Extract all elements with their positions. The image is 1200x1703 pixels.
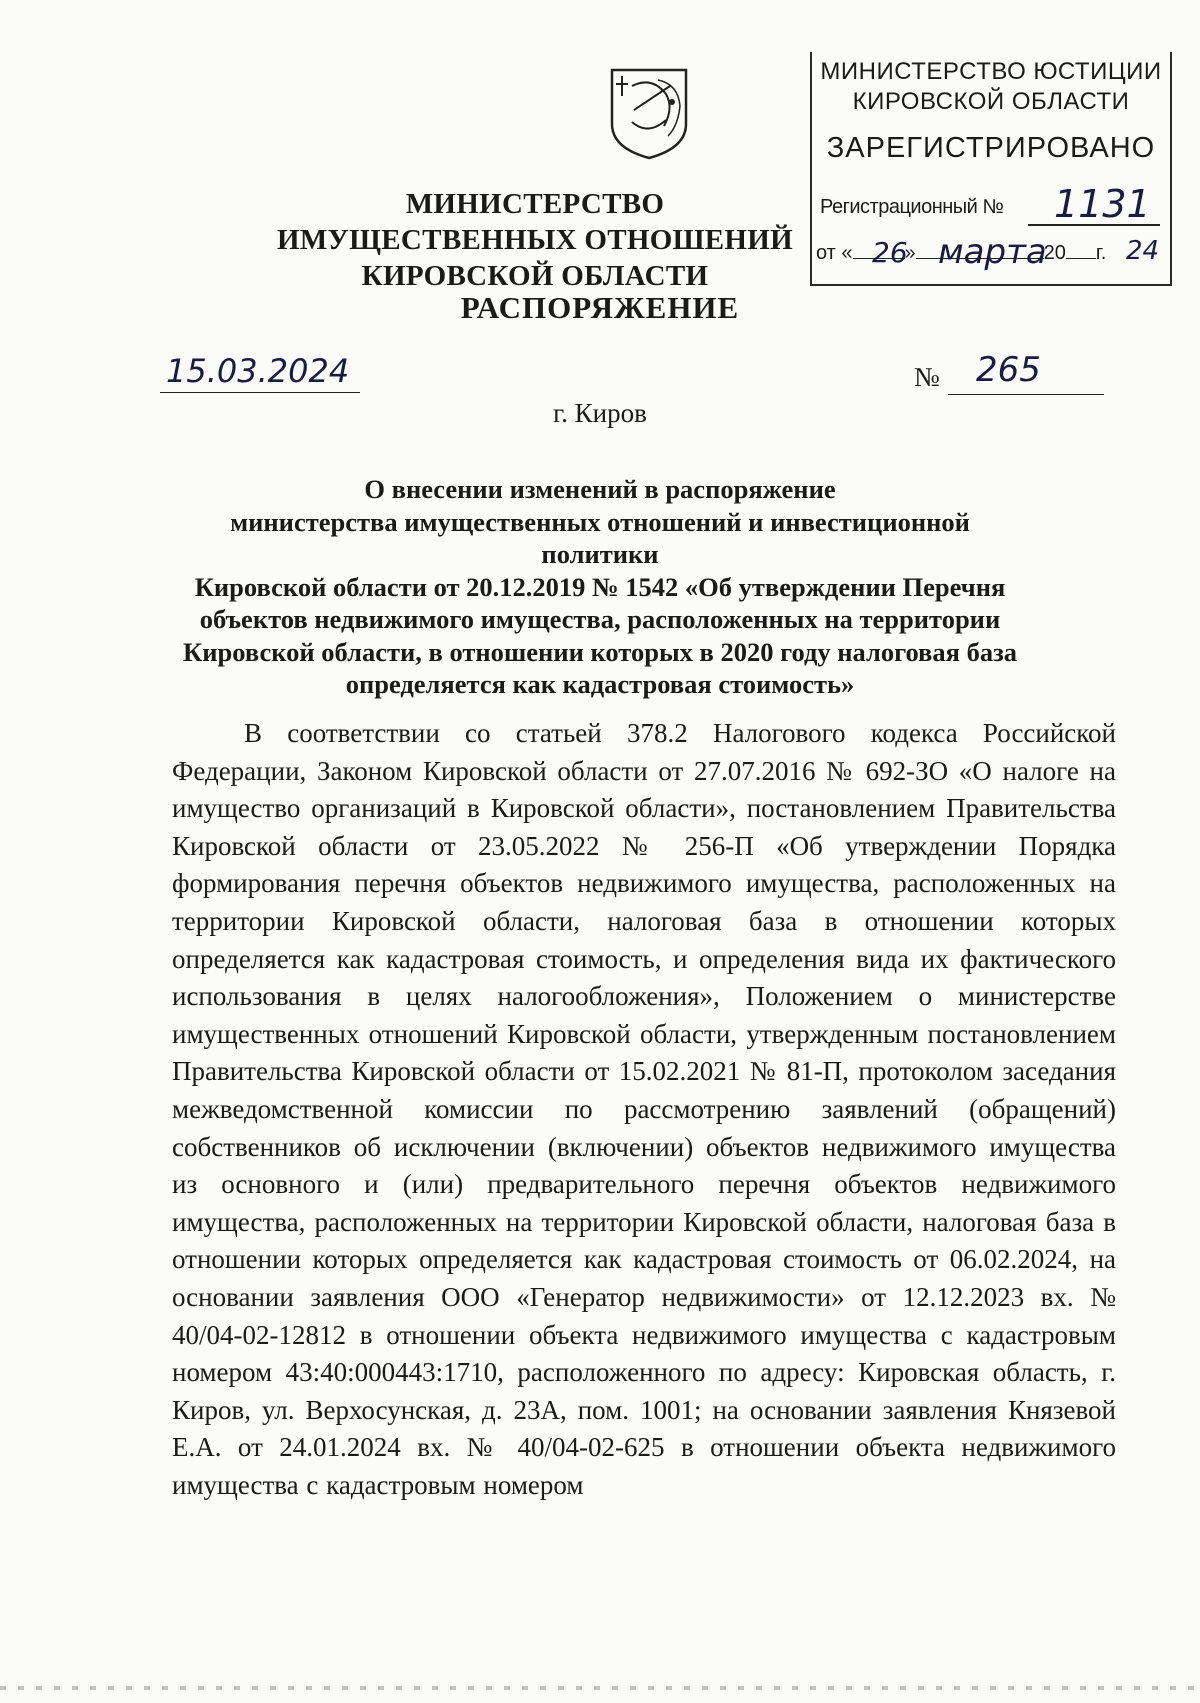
ministry-name [255, 186, 815, 294]
body-paragraph: В соответствии со статьей 378.2 Налогового кодекса Российской Федерации, Законом Кировской области от 27.07.2016 № 692-ЗО «О налоге на имущество организаций в Кировской области», постановлением Правительства Кировской области от 23.05.2022 № 256-П «Об утверждении Порядка формирования перечня объектов недвижимого имущества, расположенных на территории Кировской области, налоговая база в отношении которых определяется как кадастровая стоимость, и определения вида их фактического использования в целях налогообложения», Положением о министерстве имущественных отношений Кировской области, утвержденным постановлением Правительства Кировской области от 15.02.2021 № 81-П, протоколом заседания межведомственной комиссии по рассмотрению заявлений (обращений) собственников об исключении (включении) объектов недвижимого имущества из основного и (или) предварительного перечня объектов недвижимого имущества, расположенных на территории Кировской области, налоговая база в отношении которых определяется как кадастровая стоимость от 06.02.2024, на основании заявления ООО «Генератор недвижимости» от 12.12.2023 вх. № 40/04-02-12812 в отношении объекта недвижимого имущества с кадастровым номером 43:40:000443:1710, расположенного по адресу: Кировская область, г. Киров, ул. Верхосунская, д. 23А, пом. 1001; на основании заявления Князевой Е.А. от 24.01.2024 вх. № 40/04-02-625 в отношении объекта недвижимого имущества с кадастровым номером [172, 718, 1116, 1500]
document-number: 265 [976, 350, 1041, 390]
ministry-name-line2: КИРОВСКОЙ ОБЛАСТИ [361, 260, 709, 292]
document-number-underline [948, 394, 1104, 395]
document-type: РАСПОРЯЖЕНИЕ [460, 290, 740, 325]
stamp-date-prefix: от « [816, 242, 853, 264]
stamp-authority-line2: КИРОВСКОЙ ОБЛАСТИ [852, 88, 1130, 115]
title-line: объектов недвижимого имущества, расположенных на территории [199, 604, 1001, 634]
title-line: определяется как кадастровая стоимость» [345, 669, 855, 699]
document-date-underline [160, 392, 360, 393]
stamp-date-end: г. [1095, 242, 1107, 264]
title-line: О внесении изменений в распоряжение [364, 474, 836, 504]
stamp-date-year-prefix: 20 [1043, 242, 1066, 264]
stamp-authority-line1: МИНИСТЕРСТВО ЮСТИЦИИ [820, 58, 1162, 85]
document-number-label: № [914, 362, 940, 392]
stamp-date-mid: » [904, 242, 916, 264]
title-line: министерства имущественных отношений и инвестиционной политики [230, 506, 970, 569]
stamp-date-day: 26 [872, 236, 908, 269]
kirov-coat-of-arms-icon [608, 66, 690, 160]
scan-edge-artifact [0, 1686, 1200, 1690]
document-title [170, 473, 1030, 701]
stamp-registered: ЗАРЕГИСТРИРОВАНО [826, 132, 1156, 164]
stamp-reg-number-label: Регистрационный № [820, 196, 1004, 218]
registration-stamp [810, 52, 1172, 286]
title-line: Кировской области, в отношении которых в 2020 году налоговая база [183, 636, 1017, 667]
document-date: 15.03.2024 [166, 352, 350, 390]
title-line: Кировской области от 20.12.2019 № 1542 «Об утверждении Перечня [194, 571, 1006, 602]
stamp-date-month: марта [938, 232, 1047, 272]
ministry-name-line1: МИНИСТЕРСТВО ИМУЩЕСТВЕННЫХ ОТНОШЕНИЙ [277, 188, 793, 256]
document-city: г. Киров [553, 398, 647, 428]
stamp-reg-number: 1131 [1054, 182, 1151, 226]
stamp-date-year: 24 [1126, 236, 1160, 266]
